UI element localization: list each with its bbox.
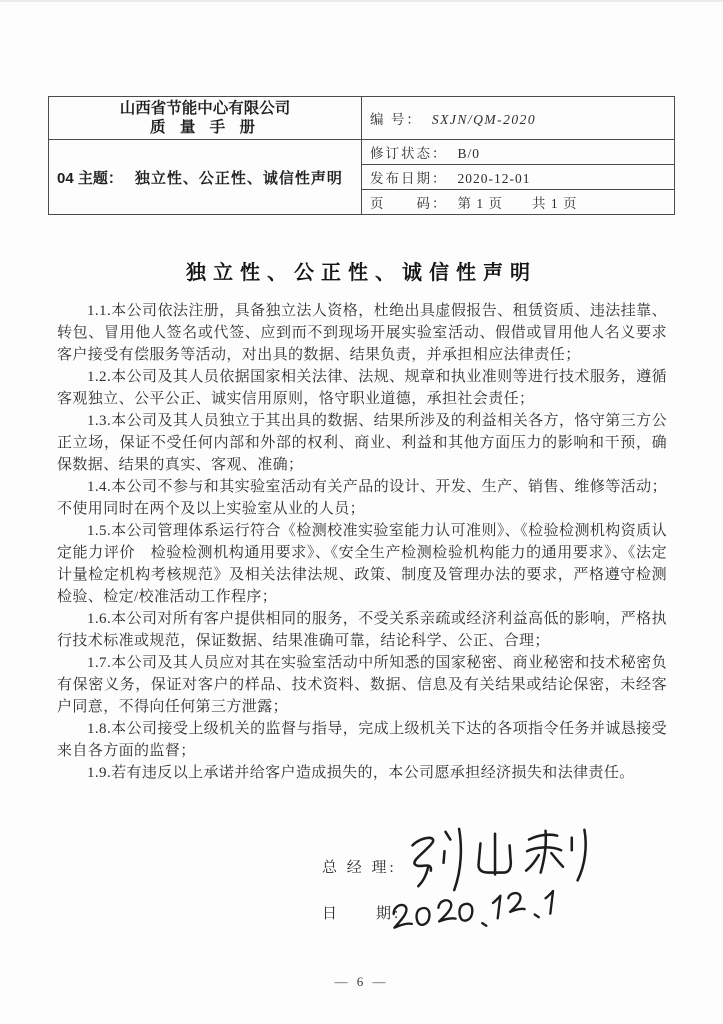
- issue-date-cell: [362, 165, 675, 190]
- manager-label: 总 经 理:: [322, 860, 397, 876]
- issue-date-value: 2020-12-01: [457, 171, 531, 186]
- document-title: 独立性、公正性、诚信性声明: [186, 262, 537, 284]
- clause-1-5: 1.5.本公司管理体系运行符合《检测校准实验室能力认可准则》、《检验检测机构资质认定能力评价 检验检测机构通用要求》、《安全生产检测检验机构能力的通用要求》、《法定计量检定机构考核规范》及相关法律法规、政策、制度及管理办法的要求，严格遵守检测检验、检定/校准活动工作程序；: [57, 523, 667, 605]
- doc-number-value: SXJN/QM-2020: [431, 112, 537, 127]
- signature-block: [0, 824, 723, 960]
- clause-1-8: 1.8.本公司接受上级机关的监督与指导，完成上级机关下达的各项指令任务并诚恳接受来自各方面的监督；: [57, 721, 667, 759]
- revision-cell: [362, 140, 675, 165]
- page-code-label: 页 码：: [370, 196, 448, 211]
- issue-date-label: 发布日期：: [370, 171, 448, 186]
- doc-number-cell: [362, 97, 675, 140]
- clause-1-1: 1.1.本公司依法注册，具备独立法人资格，杜绝出具虚假报告、租赁资质、违法挂靠、转包、冒用他人签名或代签、应到而不到现场开展实验室活动、假借或冒用他人名义要求客户接受有偿服务等活动，对出具的数据、结果负责，并承担相应法律责任；: [57, 303, 667, 363]
- manager-signature-handwriting: [398, 824, 594, 892]
- company-name: 山西省节能中心有限公司: [119, 100, 291, 117]
- clause-1-7: 1.7.本公司及其人员应对其在实验室活动中所知悉的国家秘密、商业秘密和技术秘密负有保密义务，保证对客户的样品、技术资料、数据、信息及有关结果或结论保密，未经客户同意，不得向任何第三方泄露；: [57, 655, 667, 715]
- doc-number-label: 编 号：: [370, 112, 422, 127]
- subject-value: 独立性、公正性、诚信性声明: [134, 169, 343, 187]
- clause-1-3: 1.3.本公司及其人员独立于其出具的数据、结果所涉及的利益相关各方，恪守第三方公正立场，保证不受任何内部和外部的权利、商业、利益和其他方面压力的影响和干预，确保数据、结果的真实、客观、准确；: [57, 413, 667, 473]
- clause-1-9: 1.9.若有违反以上承诺并给客户造成损失的，本公司愿承担经济损失和法律责任。: [87, 765, 635, 781]
- subject-cell: [49, 140, 362, 215]
- revision-label: 修订状态：: [370, 146, 448, 161]
- page-code-value: 第 1 页 共 1 页: [457, 196, 578, 211]
- revision-value: B/0: [457, 146, 481, 161]
- clause-1-6: 1.6.本公司对所有客户提供相同的服务，不受关系亲疏或经济利益高低的影响，严格执行技术标准或规范，保证数据、结果准确可靠，结论科学、公正、合理；: [57, 611, 667, 649]
- document-body: [57, 300, 667, 784]
- manual-title: 质 量 手 册: [150, 119, 260, 136]
- header-table: [48, 96, 675, 215]
- handwritten-date: [388, 888, 564, 933]
- page-code-cell: [362, 190, 675, 215]
- clause-1-2: 1.2.本公司及其人员依据国家相关法律、法规、规章和执业准则等进行技术服务，遵循客观独立、公平公正、诚实信用原则，恪守职业道德，承担社会责任；: [57, 369, 667, 407]
- clause-1-4: 1.4.本公司不参与和其实验室活动有关产品的设计、开发、生产、销售、维修等活动；不使用同时在两个及以上实验室从业的人员；: [57, 479, 667, 517]
- date-label: 日 期:: [322, 906, 402, 922]
- subject-label: 04 主题：: [57, 169, 123, 187]
- company-cell: [49, 97, 362, 140]
- page-number: — 6 —: [334, 974, 389, 989]
